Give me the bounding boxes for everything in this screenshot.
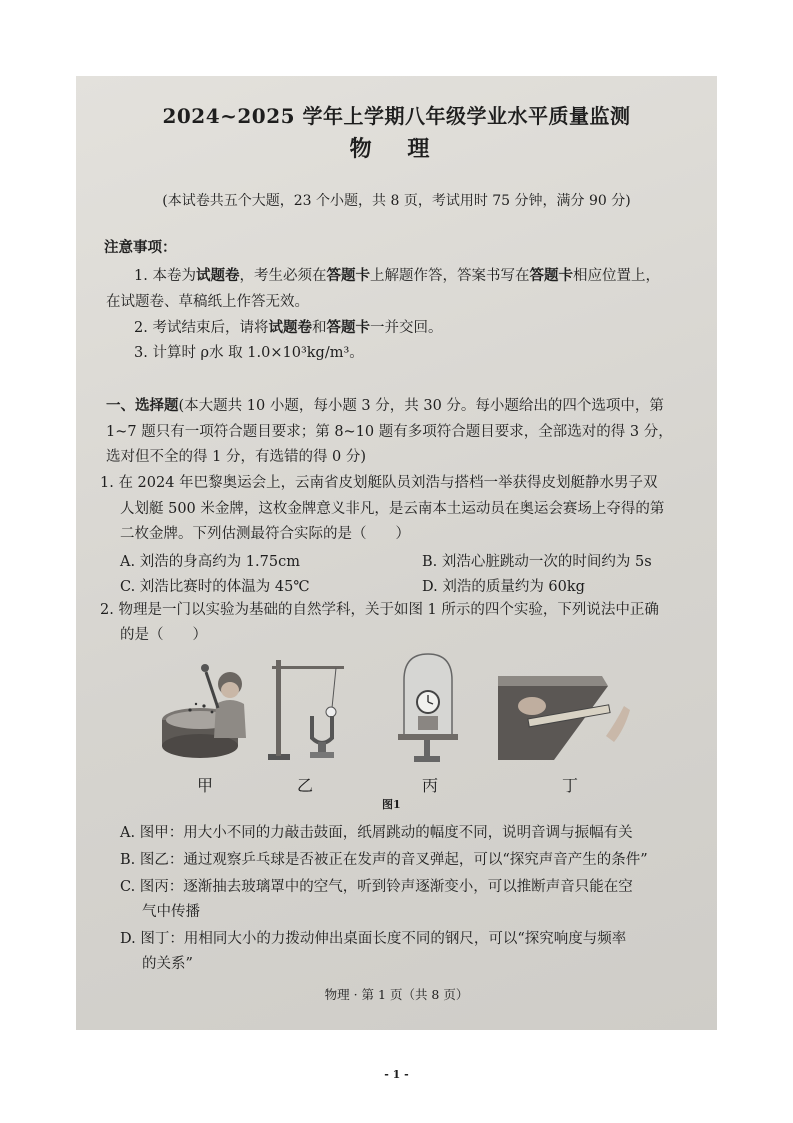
exam-info: (本试卷共五个大题，23 个小题，共 8 页，考试用时 75 分钟，满分 90 分) xyxy=(162,193,631,209)
note-1-text: 相应位置上， xyxy=(572,268,660,284)
q2-line1: 2. 物理是一门以实验为基础的自然学科，关于如图 1 所示的四个实验，下列说法中正确 xyxy=(100,602,659,618)
note-1-text: 上解题作答，答案书写在 xyxy=(369,268,530,284)
figure-label-yi: 乙 xyxy=(297,776,314,795)
section1-text: (本大题共 10 小题，每小题 3 分，共 30 分。每小题给出的四个选项中，第 xyxy=(178,398,664,414)
q2-line2: 的是（ ） xyxy=(120,627,207,643)
q1-line2: 人划艇 500 米金牌，这枚金牌意义非凡，是云南本土运动员在奥运会赛场上夺得的第 xyxy=(120,501,665,517)
note-2-text: 和 xyxy=(311,320,327,336)
note-2-bold: 试题卷 xyxy=(268,319,312,336)
note-2-text: 2. 考试结束后，请将 xyxy=(134,320,269,336)
note-2-bold: 答题卡 xyxy=(326,319,370,336)
page-footer: 物理 · 第 1 页（共 8 页） xyxy=(324,987,469,1002)
section1-line2: 1~7 题只有一项符合题目要求；第 8~10 题有多项符合题目要求，全部选对的得 3 分， xyxy=(106,424,673,440)
note-2 xyxy=(134,318,442,338)
q1-line3: 二枚金牌。下列估测最符合实际的是（ ） xyxy=(120,526,410,542)
q1-option-a: A. 刘浩的身高约为 1.75cm xyxy=(120,554,300,570)
note-1-bold: 试题卷 xyxy=(195,267,240,284)
ruler-experiment-illustration xyxy=(498,676,634,760)
note-1-bold: 答题卡 xyxy=(326,267,370,284)
q1-option-b: B. 刘浩心脏跳动一次的时间约为 5s xyxy=(422,554,652,570)
note-1-text: 1. 本卷为 xyxy=(134,268,196,284)
exam-title: 2024~2025 学年上学期八年级学业水平质量监测 xyxy=(162,104,631,128)
q1-option-c: C. 刘浩比赛时的体温为 45℃ xyxy=(120,579,310,595)
section1-line1 xyxy=(106,396,664,416)
notes-heading: 注意事项： xyxy=(104,239,177,256)
q1-option-d: D. 刘浩的质量约为 60kg xyxy=(422,579,585,595)
note-1-bold: 答题卡 xyxy=(529,267,573,284)
drum-experiment-illustration xyxy=(160,652,260,764)
page-number: - 1 - xyxy=(384,1068,409,1081)
q2-option-c-line2: 气中传播 xyxy=(142,904,200,920)
bell-jar-experiment-illustration xyxy=(394,650,462,768)
note-1-text: ，考生必须在 xyxy=(239,268,327,284)
q2-option-b: B. 图乙：通过观察乒乓球是否被正在发声的音叉弹起，可以“探究声音产生的条件” xyxy=(120,852,648,868)
exam-page-photo xyxy=(76,76,717,1030)
figure-label-jia: 甲 xyxy=(197,776,214,795)
q2-option-a: A. 图甲：用大小不同的力敲击鼓面，纸屑跳动的幅度不同，说明音调与振幅有关 xyxy=(120,825,633,841)
tuning-fork-experiment-illustration xyxy=(264,656,374,764)
section1-line3: 选对但不全的得 1 分，有选错的得 0 分) xyxy=(106,449,367,465)
note-1-line2: 在试题卷、草稿纸上作答无效。 xyxy=(106,294,309,310)
q2-option-c-line1: C. 图丙：逐渐抽去玻璃罩中的空气，听到铃声逐渐变小，可以推断声音只能在空 xyxy=(120,879,633,895)
section1-heading: 一、选择题 xyxy=(106,397,179,414)
q1-line1: 1. 在 2024 年巴黎奥运会上，云南省皮划艇队员刘浩与搭档一举获得皮划艇静水男子双 xyxy=(100,475,658,491)
note-2-text: 一并交回。 xyxy=(369,320,443,336)
q2-option-d-line2: 的关系” xyxy=(142,956,193,972)
subject-title: 物 理 xyxy=(349,136,444,162)
figure-label-ding: 丁 xyxy=(562,776,579,795)
q2-option-d-line1: D. 图丁：用相同大小的力拨动伸出桌面长度不同的钢尺，可以“探究响度与频率 xyxy=(120,931,627,947)
note-1 xyxy=(134,266,660,286)
figure-label-bing: 丙 xyxy=(422,776,439,795)
note-3: 3. 计算时 ρ水 取 1.0×10³kg/m³。 xyxy=(134,345,364,361)
figure-caption: 图1 xyxy=(382,798,401,811)
